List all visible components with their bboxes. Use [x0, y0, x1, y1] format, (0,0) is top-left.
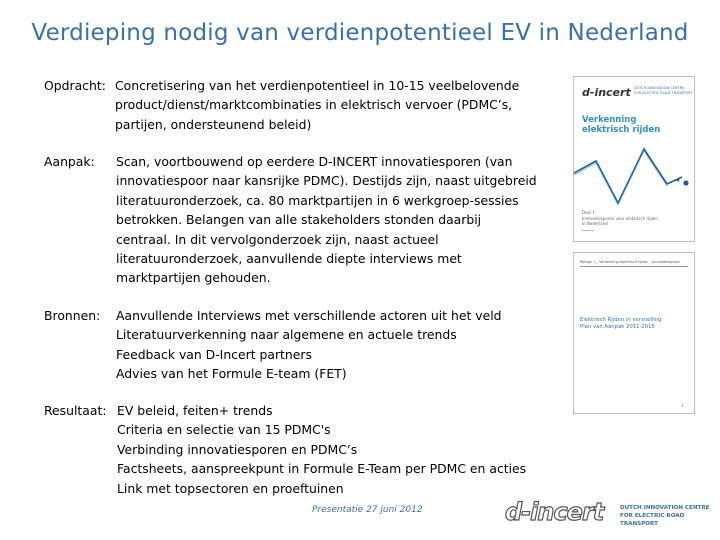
- section-line: product/dienst/marktcombinaties in elektrisch vervoer (PDMC’s,: [115, 97, 513, 113]
- section-line: Link met topsectoren en proeftuinen: [117, 480, 344, 496]
- section-bronnen: [44, 306, 502, 384]
- section-aanpak: [44, 152, 537, 288]
- section-label: Aanpak:: [44, 154, 95, 169]
- thumbnail-title: Elektrisch Rijden in versnelling Plan van Aanpak 2011-2015: [580, 317, 662, 330]
- section-line: Aanvullende Interviews met verschillende actoren uit het veld: [116, 308, 502, 323]
- section-line: Literatuurverkenning naar algemene en actuele trends: [116, 327, 457, 343]
- section-line: Verbinding innovatiesporen en PDMC’s: [117, 441, 358, 457]
- thumbnail-logo: d-incert: [582, 86, 631, 99]
- thumbnail-header: Bijlage 1 – Verkenning elektrisch rijden – Innovatiesporen: [580, 260, 681, 264]
- section-label: Resultaat:: [44, 403, 107, 418]
- logo-subtitle: DUTCH INNOVATION CENTRE FOR ELECTRIC ROAD TRANSPORT: [620, 505, 710, 527]
- divider: [582, 230, 594, 231]
- thumbnail-subtitle: Deel 1 Innovatiesporen voor elektrisch rijden in Nederland: [582, 210, 658, 226]
- section-line: literatuuronderzoek, aanvullende diepte interviews met: [116, 251, 462, 267]
- section-line: Feedback van D-Incert partners: [116, 346, 312, 362]
- section-line: Scan, voortbouwend op eerdere D-INCERT innovatiesporen (van: [116, 154, 513, 169]
- section-resultaat: [44, 401, 526, 498]
- section-line: Concretisering van het verdienpotentieel in 10-15 veelbelovende: [115, 78, 520, 93]
- section-line: literatuuronderzoek, ca. 80 marktpartijen in 6 werkgroep-sessies: [116, 192, 519, 208]
- section-line: EV beleid, feiten+ trends: [117, 403, 273, 418]
- d-incert-logo: d-incert: [505, 498, 604, 526]
- section-opdracht: [44, 76, 519, 134]
- report-cover-thumbnail: [573, 76, 695, 242]
- presentation-date: Presentatie 27 juni 2012: [312, 505, 423, 515]
- thumbnail-logo-subtitle: DUTCH INNOVATION CENTRE FOR ELECTRIC ROAD TRANSPORT: [634, 86, 693, 95]
- section-label: Opdracht:: [44, 78, 106, 93]
- page-number: 1: [681, 403, 684, 408]
- section-line: Advies van het Formule E-team (FET): [116, 366, 347, 382]
- divider: [580, 266, 688, 267]
- section-line: innovatiespoor naar kansrijke PDMC). Destijds zijn, naast uitgebreid: [116, 173, 537, 189]
- section-line: Criteria en selectie van 15 PDMC's: [117, 422, 331, 438]
- section-line: centraal. In dit vervolgonderzoek zijn, naast actueel: [116, 231, 439, 247]
- section-line: betrokken. Belangen van alle stakeholders stonden daarbij: [116, 212, 482, 228]
- section-line: marktpartijen gehouden.: [116, 270, 271, 286]
- slide-title: Verdieping nodig van verdienpotentieel EV in Nederland: [31, 20, 689, 46]
- appendix-page-thumbnail: [573, 252, 695, 414]
- thumbnail-title: Verkenning elektrisch rijden: [582, 115, 661, 135]
- section-label: Bronnen:: [44, 308, 101, 323]
- section-line: Factsheets, aanspreekpunt in Formule E-Team per PDMC en acties: [117, 461, 527, 477]
- section-line: partijen, ondersteunend beleid): [115, 116, 312, 132]
